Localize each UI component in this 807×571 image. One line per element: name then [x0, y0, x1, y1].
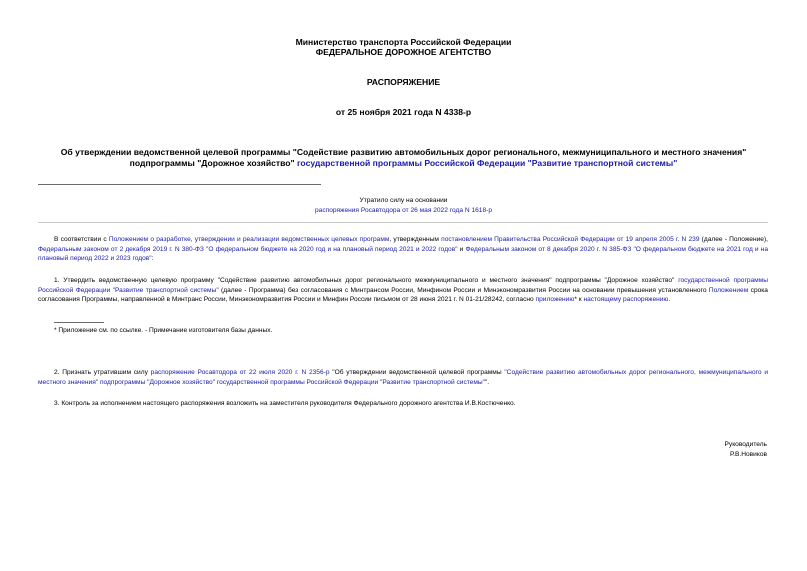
preamble-text: и: [457, 245, 466, 253]
preamble-paragraph: [38, 235, 768, 264]
title-text: подпрограммы "Дорожное хозяйство": [129, 158, 297, 168]
item-1-text: * к: [574, 296, 584, 304]
program-title-link[interactable]: "Содействие развитию автомобильных дорог регионального, межмуниципального и местного значения" подпрограммы "Дорожное хозяйство" государственной программы Российской Федерации "Развитие транспортной системы": [38, 369, 769, 386]
footnote-separator: [54, 322, 104, 323]
preamble-text: (далее - Положение),: [699, 236, 768, 243]
document-title-line1: Об утверждении ведомственной целевой программы "Содействие развитию автомобильных дорог регионального, межмуниципального и местного значения": [60, 147, 747, 157]
separator-full: [38, 222, 768, 223]
ministry-name: Министерство транспорта Российской Федерации: [295, 37, 512, 47]
regulation-link[interactable]: Положением о разработке, утверждении и реализации ведомственных целевых программ: [108, 236, 390, 243]
regulation-ref-link[interactable]: Положением: [708, 286, 749, 294]
item-2-text: ".: [484, 378, 490, 386]
item-1-text: 1. Утвердить ведомственную целевую программу "Содействие развитию автомобильных дорог регионального межмуниципального и местного значения" подпрограммы "Дорожное хозяйство": [54, 277, 679, 284]
federal-law-385-link[interactable]: Федеральным законом от 8 декабря 2020 г. N 385-ФЗ "О федеральном бюджете на 2021 год и на плановый период 2022 и 2023 годов": [38, 245, 768, 263]
item-1-text: .: [668, 296, 671, 304]
separator-short: [38, 184, 321, 185]
title-program-link[interactable]: государственной программы Российской Федерации "Развитие транспортной системы": [296, 158, 678, 168]
appendix-link[interactable]: приложению: [535, 296, 575, 304]
status-note: Утратило силу на основании: [359, 197, 448, 204]
government-decree-link[interactable]: постановлением Правительства Российской Федерации от 19 апреля 2005 г. N 239: [441, 236, 700, 243]
document-date-number: от 25 ноября 2021 года N 4338-р: [335, 107, 472, 117]
preamble-text: :: [151, 255, 154, 263]
signature-name: Р.В.Новиков: [730, 451, 767, 458]
status-repeal-link[interactable]: распоряжения Росавтодора от 26 мая 2022 года N 1618-р: [315, 207, 492, 214]
this-order-link[interactable]: настоящему распоряжению: [583, 296, 669, 304]
footnote: * Приложение см. по ссылке. - Примечание изготовителя базы данных.: [54, 327, 273, 334]
state-program-link[interactable]: государственной программы Российской Федерации "Развитие транспортной системы": [38, 277, 768, 294]
preamble-text: , утвержденным: [389, 236, 442, 243]
preamble-text: В соответствии с: [54, 236, 109, 243]
document-type: РАСПОРЯЖЕНИЕ: [366, 77, 441, 87]
repealed-order-link[interactable]: распоряжение Росавтодора от 22 июля 2020 г. N 2356-р: [150, 369, 330, 376]
agency-name: ФЕДЕРАЛЬНОЕ ДОРОЖНОЕ АГЕНТСТВО: [315, 47, 492, 57]
item-1-text: срока согласования Программы, направленной в Минтранс России, Минэкономразвития России и Минфин России письмом от 28 июня 2021 г. N 01-21/28242, согласно: [38, 286, 768, 304]
item-2-text: 2. Признать утратившим силу: [54, 369, 151, 376]
item-3-paragraph: 3. Контроль за исполнением настоящего распоряжения возложить на заместителя руководителя Федерального дорожного агентства И.В.Костюченко.: [54, 400, 516, 407]
item-2-paragraph: [38, 368, 768, 387]
item-1-text: (далее - Программа) без согласования с Минтрансом России, Минфином России и Минэкономразвития России на основании превышения установленного: [218, 286, 709, 294]
signature-position: Руководитель: [724, 441, 767, 448]
federal-law-380-link[interactable]: Федеральным законом от 2 декабря 2019 г. N 380-ФЗ "О федеральном бюджете на 2020 год и на плановый период 2021 и 2022 годов": [38, 245, 458, 253]
document-title-line2: [0, 158, 807, 169]
item-2-text: "Об утверждении ведомственной целевой программы: [329, 369, 505, 376]
item-1-paragraph: [38, 276, 768, 305]
